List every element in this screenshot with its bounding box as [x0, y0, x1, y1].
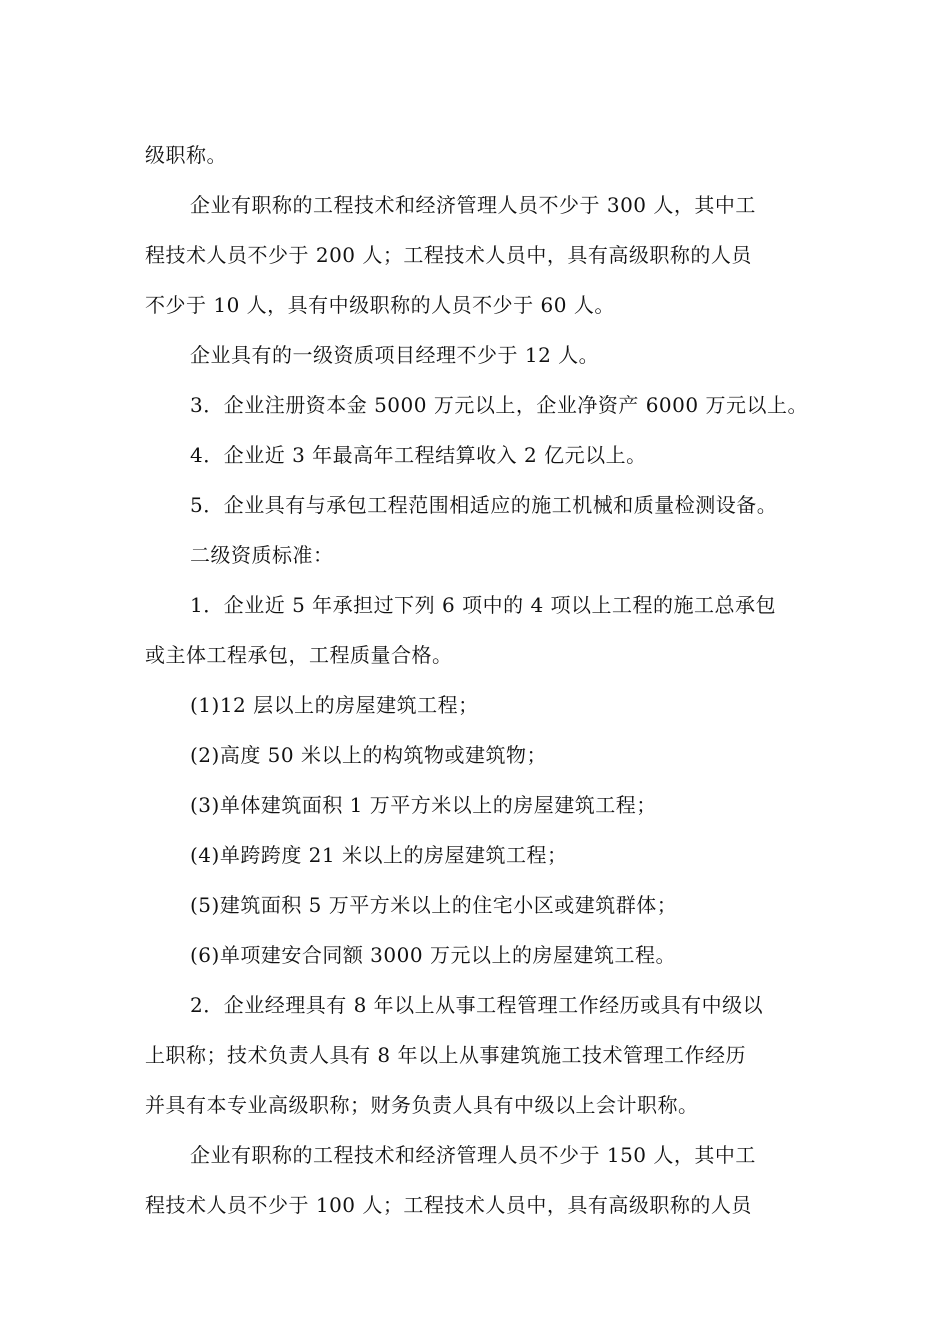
text-line-continuation: 上职称；技术负责人具有 8 年以上从事建筑施工技术管理工作经历	[145, 1043, 746, 1067]
text-line-continuation: 程技术人员不少于 200 人；工程技术人员中，具有高级职称的人员	[145, 243, 752, 267]
text-line-continuation: 或主体工程承包，工程质量合格。	[145, 643, 453, 667]
text-line-paragraph-start: 企业有职称的工程技术和经济管理人员不少于 150 人，其中工	[190, 1143, 756, 1167]
text-line-sub-item: (6)单项建安合同额 3000 万元以上的房屋建筑工程。	[190, 943, 676, 967]
text-line-sub-item: (4)单跨跨度 21 米以上的房屋建筑工程；	[190, 843, 568, 867]
text-line-continuation: 并具有本专业高级职称；财务负责人具有中级以上会计职称。	[145, 1093, 699, 1117]
text-line-sub-item: (3)单体建筑面积 1 万平方米以上的房屋建筑工程；	[190, 793, 657, 817]
text-line-continuation: 级职称。	[145, 143, 227, 167]
text-line-list-item: 5．企业具有与承包工程范围相适应的施工机械和质量检测设备。	[190, 493, 778, 517]
text-line-list-item: 2．企业经理具有 8 年以上从事工程管理工作经历或具有中级以	[190, 993, 764, 1017]
text-line-continuation: 不少于 10 人，具有中级职称的人员不少于 60 人。	[145, 293, 615, 317]
text-line-list-item: 1．企业近 5 年承担过下列 6 项中的 4 项以上工程的施工总承包	[190, 593, 777, 617]
text-line-paragraph-start: 企业具有的一级资质项目经理不少于 12 人。	[190, 343, 600, 367]
text-line-list-item: 3．企业注册资本金 5000 万元以上，企业净资产 6000 万元以上。	[190, 393, 808, 417]
section-heading: 二级资质标准：	[190, 543, 334, 567]
text-line-list-item: 4．企业近 3 年最高年工程结算收入 2 亿元以上。	[190, 443, 647, 467]
text-line-sub-item: (2)高度 50 米以上的构筑物或建筑物；	[190, 743, 547, 767]
document-body	[145, 130, 825, 1230]
text-line-sub-item: (1)12 层以上的房屋建筑工程；	[190, 693, 479, 717]
text-line-continuation: 程技术人员不少于 100 人；工程技术人员中，具有高级职称的人员	[145, 1193, 752, 1217]
text-line-paragraph-start: 企业有职称的工程技术和经济管理人员不少于 300 人，其中工	[190, 193, 756, 217]
text-line-sub-item: (5)建筑面积 5 万平方米以上的住宅小区或建筑群体；	[190, 893, 678, 917]
